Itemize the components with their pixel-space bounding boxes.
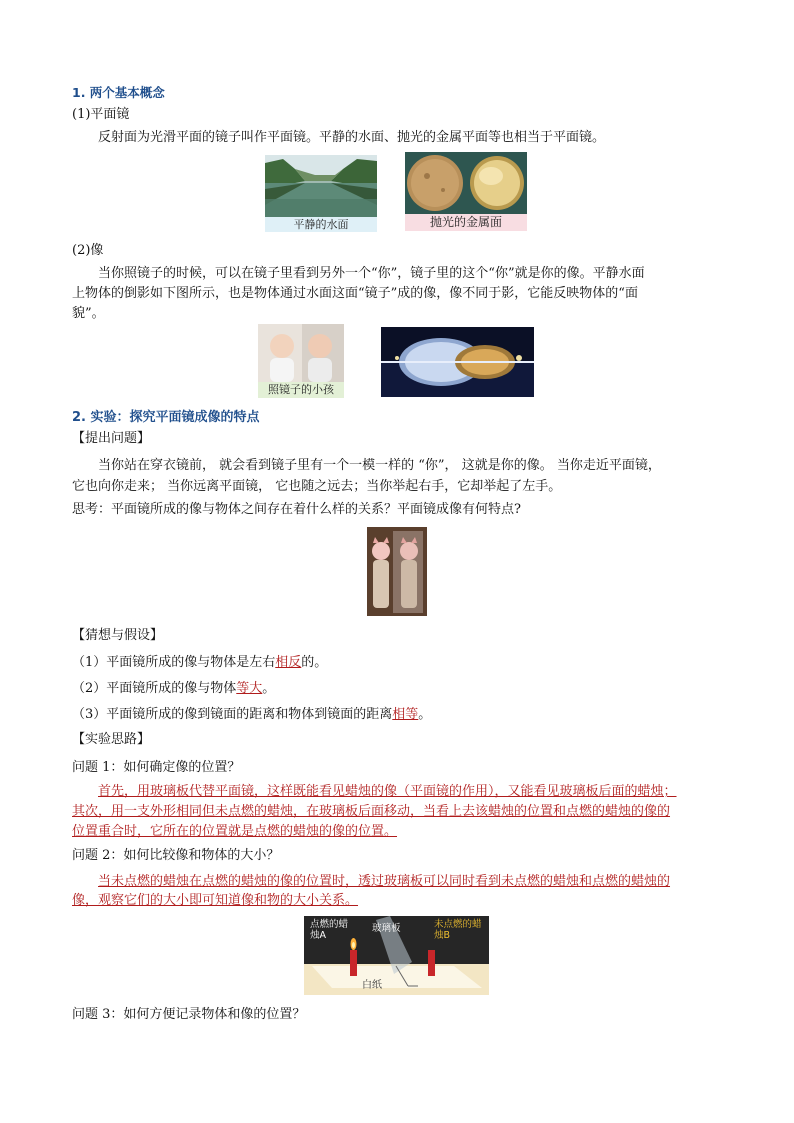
label-white-paper: 白纸 bbox=[362, 980, 382, 991]
caption-calm-water: 平静的水面 bbox=[265, 217, 377, 232]
answer-1-line-3: 位置重合时，它所在的位置就是点燃的蜡烛的像的位置。 bbox=[72, 824, 398, 839]
kids-mirror-photo bbox=[258, 324, 344, 382]
answer-1-line-2: 其次，用一支外形相同但未点燃的蜡烛，在玻璃板后面移动，当看上去该蜡烛的位置和点燃的蜡烛的像的 bbox=[72, 804, 671, 819]
polished-metal-photo bbox=[405, 152, 527, 214]
pig-mirror-photo bbox=[367, 527, 427, 616]
heading-raise-question: 【提出问题】 bbox=[72, 431, 151, 446]
hypothesis-2-answer: 等大 bbox=[236, 681, 263, 696]
caption-polished-metal: 抛光的金属面 bbox=[405, 214, 527, 231]
hypothesis-2: （2）平面镜所成的像与物体等大。 bbox=[72, 681, 276, 696]
hypothesis-1: （1）平面镜所成的像与物体是左右相反的。 bbox=[72, 655, 328, 670]
answer-2-line-1: 当未点燃的蜡烛在点燃的蜡烛的像的位置时，透过玻璃板可以同时看到未点燃的蜡烛和点燃的蜡烛的 bbox=[98, 874, 671, 889]
subheading-image: (2)像 bbox=[72, 243, 104, 258]
problem-3: 问题 3：如何方便记录物体和像的位置？ bbox=[72, 1007, 306, 1022]
answer-2-line-2: 像，观察它们的大小即可知道像和物的大小关系。 bbox=[72, 893, 359, 908]
subheading-plane-mirror: (1)平面镜 bbox=[72, 107, 130, 122]
hypothesis-1-answer: 相反 bbox=[275, 655, 302, 670]
problem-2: 问题 2：如何比较像和物体的大小？ bbox=[72, 848, 280, 863]
paragraph-plane-mirror: 反射面为光滑平面的镜子叫作平面镜。平静的水面、抛光的金属平面等也相当于平面镜。 bbox=[98, 130, 606, 145]
experiment-diagram bbox=[304, 916, 489, 995]
paragraph-image-line-2: 上物体的倒影如下图所示，也是物体通过水面这面“镜子”成的像，像不同于影，它能反映物体的“面 bbox=[72, 286, 638, 301]
calm-water-photo bbox=[265, 155, 377, 217]
heading-hypothesis: 【猜想与假设】 bbox=[72, 628, 164, 643]
paragraph-image-line-1: 当你照镜子的时候，可以在镜子里看到另外一个“你”，镜子里的这个“你”就是你的像。平静水面 bbox=[98, 266, 645, 281]
label-candle-b: 未点燃的蜡烛B bbox=[434, 919, 482, 941]
label-candle-a: 点燃的蜡烛A bbox=[310, 919, 349, 941]
heading-experiment-idea: 【实验思路】 bbox=[72, 732, 151, 747]
question-paragraph-line-1: 当你站在穿衣镜前， 就会看到镜子里有一个一模一样的 “你”， 这就是你的像。 当你走近平面镜， bbox=[98, 458, 661, 473]
answer-1-line-1: 首先，用玻璃板代替平面镜，这样既能看见蜡烛的像（平面镜的作用），又能看见玻璃板后面的蜡烛； bbox=[98, 784, 677, 799]
section-1-title: 1. 两个基本概念 bbox=[72, 85, 165, 100]
caption-kids-mirror: 照镜子的小孩 bbox=[258, 382, 344, 398]
hypothesis-3: （3）平面镜所成的像到镜面的距离和物体到镜面的距离相等。 bbox=[72, 707, 432, 722]
label-glass-plate: 玻璃板 bbox=[372, 923, 401, 934]
question-paragraph-line-2: 它也向你走来； 当你远离平面镜， 它也随之远去；当你举起右手，它却举起了左手。 bbox=[72, 479, 562, 494]
paragraph-image-line-3: 貌”。 bbox=[72, 306, 105, 321]
problem-1: 问题 1：如何确定像的位置？ bbox=[72, 760, 241, 775]
think-question: 思考：平面镜所成的像与物体之间存在着什么样的关系？平面镜成像有何特点? bbox=[72, 502, 521, 517]
hypothesis-3-answer: 相等 bbox=[392, 707, 419, 722]
section-2-title: 2. 实验：探究平面镜成像的特点 bbox=[72, 410, 260, 425]
night-reflection-photo bbox=[381, 327, 534, 397]
